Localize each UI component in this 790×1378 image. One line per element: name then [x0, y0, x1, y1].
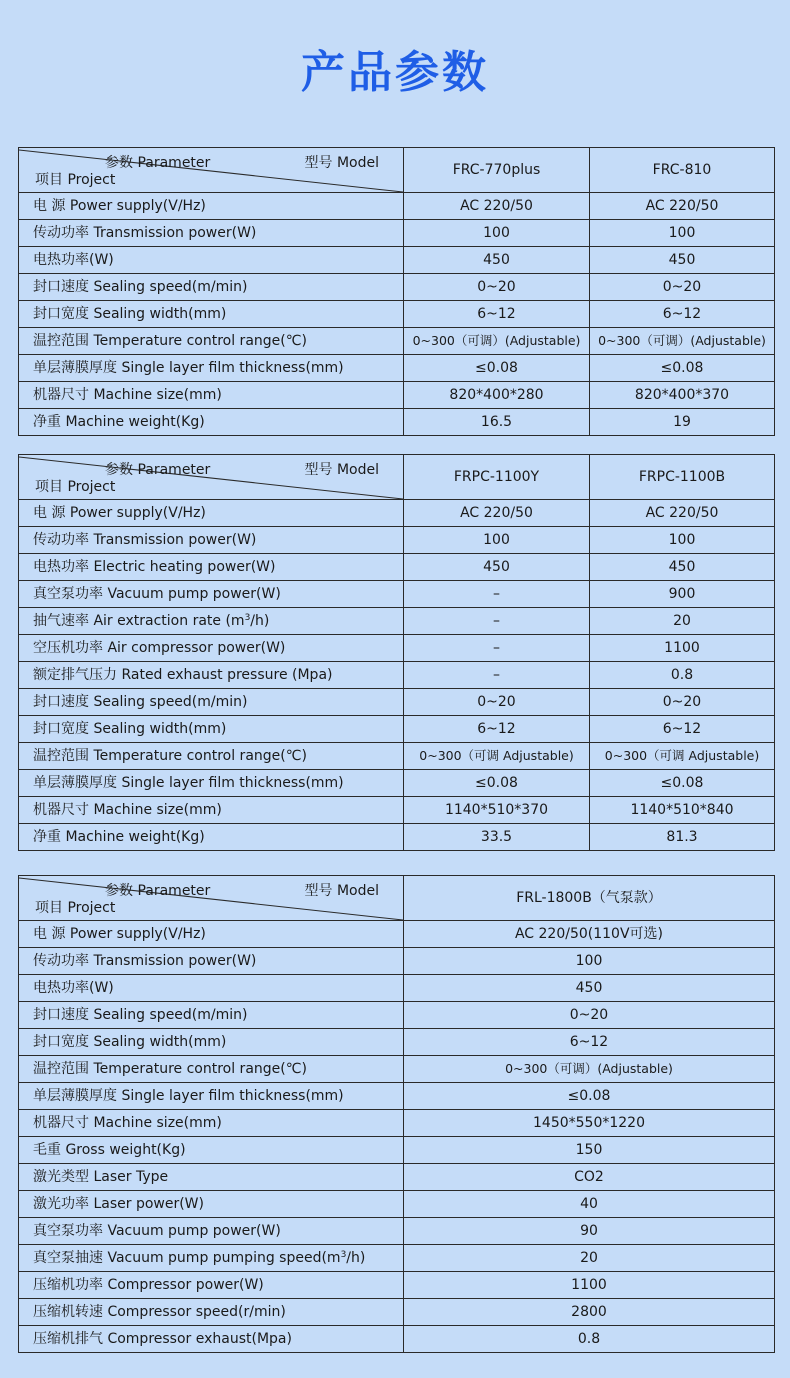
row-label-text: 封口宽度 Sealing width(mm) [33, 1034, 227, 1050]
table-row [19, 1002, 775, 1029]
row-label [19, 274, 404, 301]
row-label [19, 500, 404, 527]
page-title: 产品参数 [301, 47, 489, 98]
row-label-text: 封口速度 Sealing speed(m/min) [33, 1007, 248, 1023]
header-model: 型号 Model [304, 883, 379, 899]
table-header-row [19, 876, 775, 921]
row-label-text: 温控范围 Temperature control range(℃) [33, 1061, 307, 1077]
row-label [19, 797, 404, 824]
row-value: 100 [590, 220, 775, 247]
row-label [19, 1326, 404, 1353]
table-row [19, 1218, 775, 1245]
row-value: 19 [590, 409, 775, 436]
row-value: ≤0.08 [590, 770, 775, 797]
model-name: FRL-1800B（气泵款） [404, 876, 775, 921]
row-value: 6~12 [404, 716, 590, 743]
row-label-suffix: /h) [346, 1250, 366, 1266]
row-label-text: 封口宽度 Sealing width(mm) [33, 721, 227, 737]
row-label-text: 单层薄膜厚度 Single layer film thickness(mm) [33, 1088, 344, 1104]
table-row [19, 409, 775, 436]
table-row [19, 527, 775, 554]
row-label [19, 975, 404, 1002]
row-label-text: 净重 Machine weight(Kg) [33, 414, 205, 430]
row-value: ≤0.08 [404, 355, 590, 382]
header-project: 项目 Project [35, 479, 116, 495]
row-value: 0~300（可调）(Adjustable) [404, 328, 590, 355]
table-row [19, 1029, 775, 1056]
row-label [19, 581, 404, 608]
row-value: 0~20 [404, 274, 590, 301]
row-value: 0~300（可调）(Adjustable) [590, 328, 775, 355]
row-value: 0~20 [590, 274, 775, 301]
row-value: 90 [404, 1218, 775, 1245]
row-value: 450 [404, 247, 590, 274]
spec-table-frl [18, 875, 775, 1353]
row-label-text: 电热功率(W) [33, 252, 114, 268]
row-value: 1140*510*840 [590, 797, 775, 824]
row-label-text: 压缩机排气 Compressor exhaust(Mpa) [33, 1331, 292, 1347]
table-header-row [19, 455, 775, 500]
row-label [19, 824, 404, 851]
table-row [19, 193, 775, 220]
row-value: 450 [404, 975, 775, 1002]
row-value: 33.5 [404, 824, 590, 851]
table-row [19, 1083, 775, 1110]
row-value: AC 220/50 [590, 193, 775, 220]
header-parameter: 参数 Parameter [105, 462, 211, 478]
row-label [19, 382, 404, 409]
row-value: 20 [404, 1245, 775, 1272]
row-value: 820*400*280 [404, 382, 590, 409]
row-label [19, 921, 404, 948]
header-diagonal-cell [19, 876, 404, 921]
row-value: 450 [590, 554, 775, 581]
row-value: 0.8 [404, 1326, 775, 1353]
row-label [19, 1245, 404, 1272]
row-label-text: 额定排气压力 Rated exhaust pressure (Mpa) [33, 667, 333, 683]
header-parameter: 参数 Parameter [105, 883, 211, 899]
row-label [19, 1056, 404, 1083]
spec-table-frc [18, 147, 775, 436]
table-row [19, 716, 775, 743]
row-value: 0~300（可调）(Adjustable) [404, 1056, 775, 1083]
row-label-text: 激光功率 Laser power(W) [33, 1196, 204, 1212]
row-value: 1100 [590, 635, 775, 662]
row-label-text: 封口速度 Sealing speed(m/min) [33, 694, 248, 710]
row-label-text: 传动功率 Transmission power(W) [33, 225, 257, 241]
row-label-suffix: /h) [250, 613, 270, 629]
header-project: 项目 Project [35, 172, 116, 188]
row-label [19, 1110, 404, 1137]
row-label-text: 电 源 Power supply(V/Hz) [33, 198, 206, 214]
table-row [19, 1110, 775, 1137]
row-label-text: 毛重 Gross weight(Kg) [33, 1142, 186, 1158]
header-model: 型号 Model [304, 462, 379, 478]
row-value: 0~300（可调 Adjustable) [404, 743, 590, 770]
row-value: 100 [404, 220, 590, 247]
row-label-text: 温控范围 Temperature control range(℃) [33, 333, 307, 349]
row-label-text: 单层薄膜厚度 Single layer film thickness(mm) [33, 775, 344, 791]
row-value: 0~20 [404, 1002, 775, 1029]
row-label-text: 净重 Machine weight(Kg) [33, 829, 205, 845]
row-label [19, 1029, 404, 1056]
row-label-text: 电 源 Power supply(V/Hz) [33, 926, 206, 942]
row-value: 6~12 [404, 1029, 775, 1056]
row-value: 6~12 [590, 716, 775, 743]
row-label-text: 电 源 Power supply(V/Hz) [33, 505, 206, 521]
row-label [19, 1191, 404, 1218]
row-label-text: 抽气速率 Air extraction rate (m [33, 613, 245, 629]
row-label [19, 662, 404, 689]
row-label [19, 1083, 404, 1110]
header-project: 项目 Project [35, 900, 116, 916]
row-label [19, 328, 404, 355]
row-value: 0~20 [590, 689, 775, 716]
row-label [19, 1272, 404, 1299]
row-value: AC 220/50 [404, 193, 590, 220]
table-row [19, 921, 775, 948]
row-label [19, 689, 404, 716]
row-label [19, 193, 404, 220]
row-label-text: 传动功率 Transmission power(W) [33, 532, 257, 548]
table-row [19, 662, 775, 689]
table-row [19, 689, 775, 716]
row-value: AC 220/50(110V可选) [404, 921, 775, 948]
table-row [19, 328, 775, 355]
table-row [19, 1056, 775, 1083]
row-value: 450 [590, 247, 775, 274]
row-value: CO2 [404, 1164, 775, 1191]
table-row [19, 220, 775, 247]
header-parameter: 参数 Parameter [105, 155, 211, 171]
row-label-text: 真空泵功率 Vacuum pump power(W) [33, 586, 281, 602]
row-value: ≤0.08 [404, 1083, 775, 1110]
row-label [19, 1137, 404, 1164]
row-value: AC 220/50 [590, 500, 775, 527]
row-label [19, 1002, 404, 1029]
table-row [19, 355, 775, 382]
row-value: 20 [590, 608, 775, 635]
row-value: 450 [404, 554, 590, 581]
row-label [19, 948, 404, 975]
row-label [19, 716, 404, 743]
row-label-text: 电热功率 Electric heating power(W) [33, 559, 276, 575]
row-value: 16.5 [404, 409, 590, 436]
table-row [19, 1191, 775, 1218]
row-label [19, 743, 404, 770]
table-row [19, 274, 775, 301]
table-row [19, 635, 775, 662]
row-value: 150 [404, 1137, 775, 1164]
row-value: 6~12 [590, 301, 775, 328]
model-name: FRC-770plus [404, 148, 590, 193]
table-row [19, 382, 775, 409]
row-label-text: 真空泵功率 Vacuum pump power(W) [33, 1223, 281, 1239]
row-value: 820*400*370 [590, 382, 775, 409]
table-row [19, 1245, 775, 1272]
table-row [19, 500, 775, 527]
row-label-superscript: 3 [244, 613, 251, 623]
table-row [19, 608, 775, 635]
row-label-text: 压缩机功率 Compressor power(W) [33, 1277, 264, 1293]
table-row [19, 824, 775, 851]
row-value: 100 [404, 948, 775, 975]
header-model: 型号 Model [304, 155, 379, 171]
spec-table-frpc [18, 454, 775, 851]
row-label-text: 压缩机转速 Compressor speed(r/min) [33, 1304, 286, 1320]
row-label [19, 554, 404, 581]
row-label [19, 635, 404, 662]
model-name: FRC-810 [590, 148, 775, 193]
row-value: – [404, 581, 590, 608]
table-row [19, 247, 775, 274]
row-label [19, 1299, 404, 1326]
row-label [19, 1164, 404, 1191]
row-value: ≤0.08 [590, 355, 775, 382]
row-label-text: 温控范围 Temperature control range(℃) [33, 748, 307, 764]
table-row [19, 1326, 775, 1353]
row-label [19, 1218, 404, 1245]
row-value: 40 [404, 1191, 775, 1218]
table-header-row [19, 148, 775, 193]
row-value: – [404, 608, 590, 635]
row-value: 6~12 [404, 301, 590, 328]
header-diagonal-cell [19, 455, 404, 500]
model-name: FRPC-1100Y [404, 455, 590, 500]
table-row [19, 581, 775, 608]
row-label [19, 770, 404, 797]
row-label-text: 激光类型 Laser Type [33, 1169, 169, 1185]
table-row [19, 301, 775, 328]
table-row [19, 743, 775, 770]
row-label-text: 封口宽度 Sealing width(mm) [33, 306, 227, 322]
row-label-text: 真空泵抽速 Vacuum pump pumping speed(m [33, 1250, 341, 1266]
row-label-text: 封口速度 Sealing speed(m/min) [33, 279, 248, 295]
row-label [19, 355, 404, 382]
row-label-text: 机器尺寸 Machine size(mm) [33, 802, 222, 818]
row-label-text: 传动功率 Transmission power(W) [33, 953, 257, 969]
model-name: FRPC-1100B [590, 455, 775, 500]
table-row [19, 797, 775, 824]
row-value: 900 [590, 581, 775, 608]
row-label [19, 527, 404, 554]
row-value: 2800 [404, 1299, 775, 1326]
row-label [19, 247, 404, 274]
row-value: 1450*550*1220 [404, 1110, 775, 1137]
table-row [19, 948, 775, 975]
row-value: 0~300（可调 Adjustable) [590, 743, 775, 770]
row-value: 1140*510*370 [404, 797, 590, 824]
table-row [19, 1272, 775, 1299]
table-row [19, 1299, 775, 1326]
row-value: – [404, 635, 590, 662]
row-value: AC 220/50 [404, 500, 590, 527]
table-row [19, 554, 775, 581]
row-label-text: 机器尺寸 Machine size(mm) [33, 1115, 222, 1131]
row-value: 81.3 [590, 824, 775, 851]
row-label [19, 409, 404, 436]
row-value: 100 [404, 527, 590, 554]
row-label [19, 301, 404, 328]
row-value: – [404, 662, 590, 689]
header-diagonal-cell [19, 148, 404, 193]
row-label [19, 220, 404, 247]
row-value: 0~20 [404, 689, 590, 716]
row-value: 100 [590, 527, 775, 554]
row-label-text: 单层薄膜厚度 Single layer film thickness(mm) [33, 360, 344, 376]
table-row [19, 1164, 775, 1191]
table-row [19, 1137, 775, 1164]
row-value: ≤0.08 [404, 770, 590, 797]
row-value: 1100 [404, 1272, 775, 1299]
row-label-text: 空压机功率 Air compressor power(W) [33, 640, 286, 656]
table-row [19, 975, 775, 1002]
row-value: 0.8 [590, 662, 775, 689]
row-label-text: 机器尺寸 Machine size(mm) [33, 387, 222, 403]
table-row [19, 770, 775, 797]
row-label-text: 电热功率(W) [33, 980, 114, 996]
row-label-superscript: 3 [340, 1250, 347, 1260]
row-label [19, 608, 404, 635]
